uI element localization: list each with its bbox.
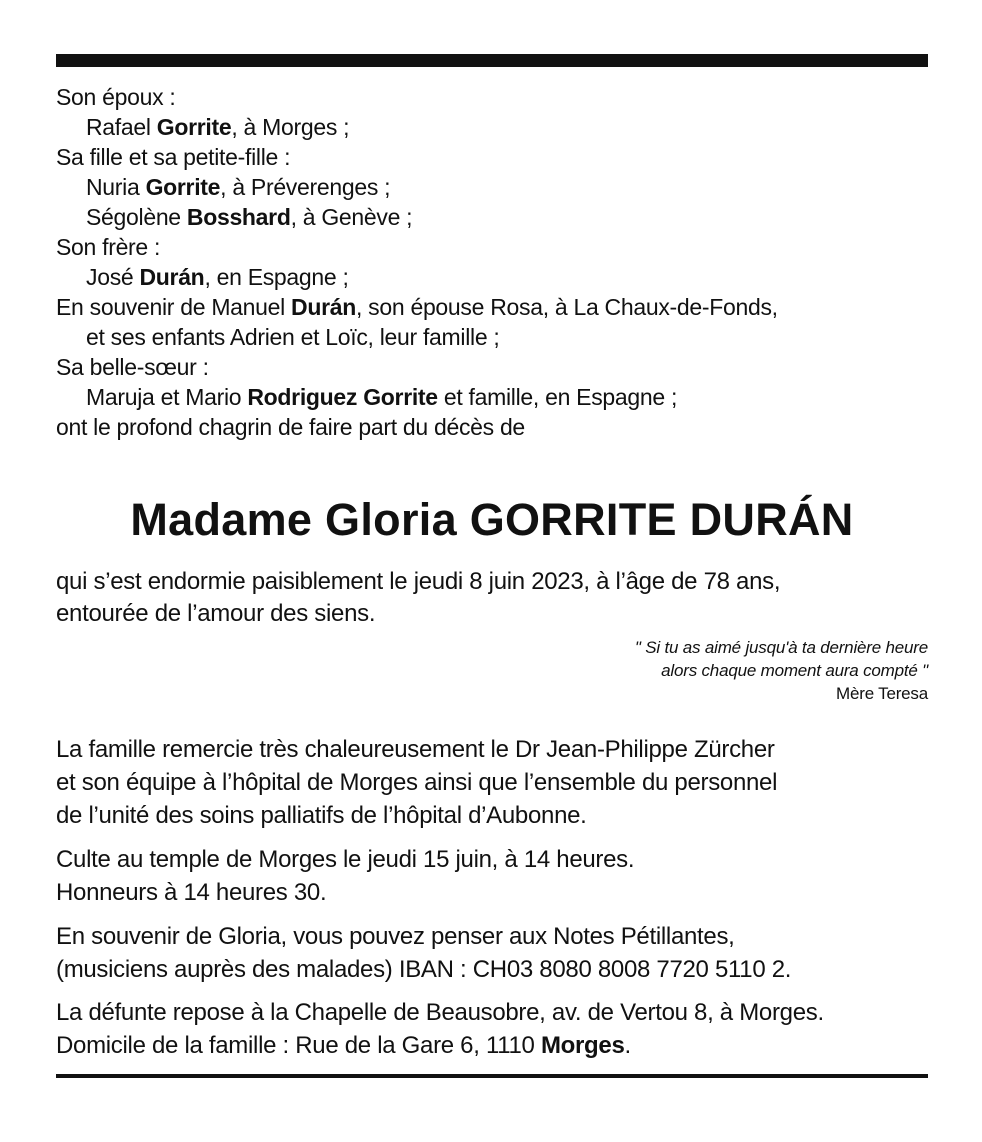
passing-paragraph — [56, 566, 928, 630]
sister-in-law-entry: Maruja et Mario Rodriguez Gorrite et famille, en Espagne ; — [86, 384, 678, 410]
quote-block — [635, 636, 928, 705]
daughter-entry: Nuria Gorrite, à Préverenges ; — [86, 174, 391, 200]
memory-entry: En souvenir de Manuel Durán, son épouse Rosa, à La Chaux-de-Fonds, — [56, 294, 778, 320]
children-label: Sa fille et sa petite-fille : — [56, 144, 291, 170]
spouse-entry: Rafael Gorrite, à Morges ; — [86, 114, 350, 140]
rest-paragraph — [56, 996, 928, 1062]
rest-line: La défunte repose à la Chapelle de Beausobre, av. de Vertou 8, à Morges. — [56, 999, 824, 1026]
service-paragraph — [56, 843, 928, 909]
passing-line: entourée de l’amour des siens. — [56, 600, 376, 627]
donation-line: (musiciens auprès des malades) IBAN : CH03 8080 8008 7720 5110 2. — [56, 956, 792, 983]
granddaughter-entry: Ségolène Bosshard, à Genève ; — [86, 204, 413, 230]
bottom-rule — [56, 1074, 928, 1078]
top-rule — [56, 54, 928, 67]
donation-paragraph — [56, 920, 928, 986]
family-address: Domicile de la famille : Rue de la Gare 6, 1110 Morges. — [56, 1032, 631, 1059]
brother-entry: José Durán, en Espagne ; — [86, 264, 349, 290]
deceased-name: Madame Gloria GORRITE DURÁN — [130, 494, 854, 545]
service-line: Culte au temple de Morges le jeudi 15 juin, à 14 heures. — [56, 846, 635, 873]
thanks-line: et son équipe à l’hôpital de Morges ainsi que l’ensemble du personnel — [56, 769, 778, 796]
sister-in-law-label: Sa belle-sœur : — [56, 354, 209, 380]
thanks-paragraph — [56, 733, 928, 832]
spouse-label: Son époux : — [56, 84, 176, 110]
brother-label: Son frère : — [56, 234, 161, 260]
memory-entry-continued: et ses enfants Adrien et Loïc, leur famille ; — [86, 324, 500, 350]
quote-author: Mère Teresa — [836, 684, 928, 703]
announcement-text: ont le profond chagrin de faire part du décès de — [56, 414, 525, 440]
quote-line: " Si tu as aimé jusqu'à ta dernière heure — [634, 638, 928, 657]
thanks-line: de l’unité des soins palliatifs de l’hôpital d’Aubonne. — [56, 802, 587, 829]
passing-line: qui s’est endormie paisiblement le jeudi 8 juin 2023, à l’âge de 78 ans, — [56, 568, 781, 595]
thanks-line: La famille remercie très chaleureusement le Dr Jean-Philippe Zürcher — [56, 736, 775, 763]
donation-line: En souvenir de Gloria, vous pouvez penser aux Notes Pétillantes, — [56, 923, 735, 950]
quote-line: alors chaque moment aura compté " — [661, 661, 928, 680]
family-list — [56, 82, 928, 442]
service-line: Honneurs à 14 heures 30. — [56, 879, 327, 906]
